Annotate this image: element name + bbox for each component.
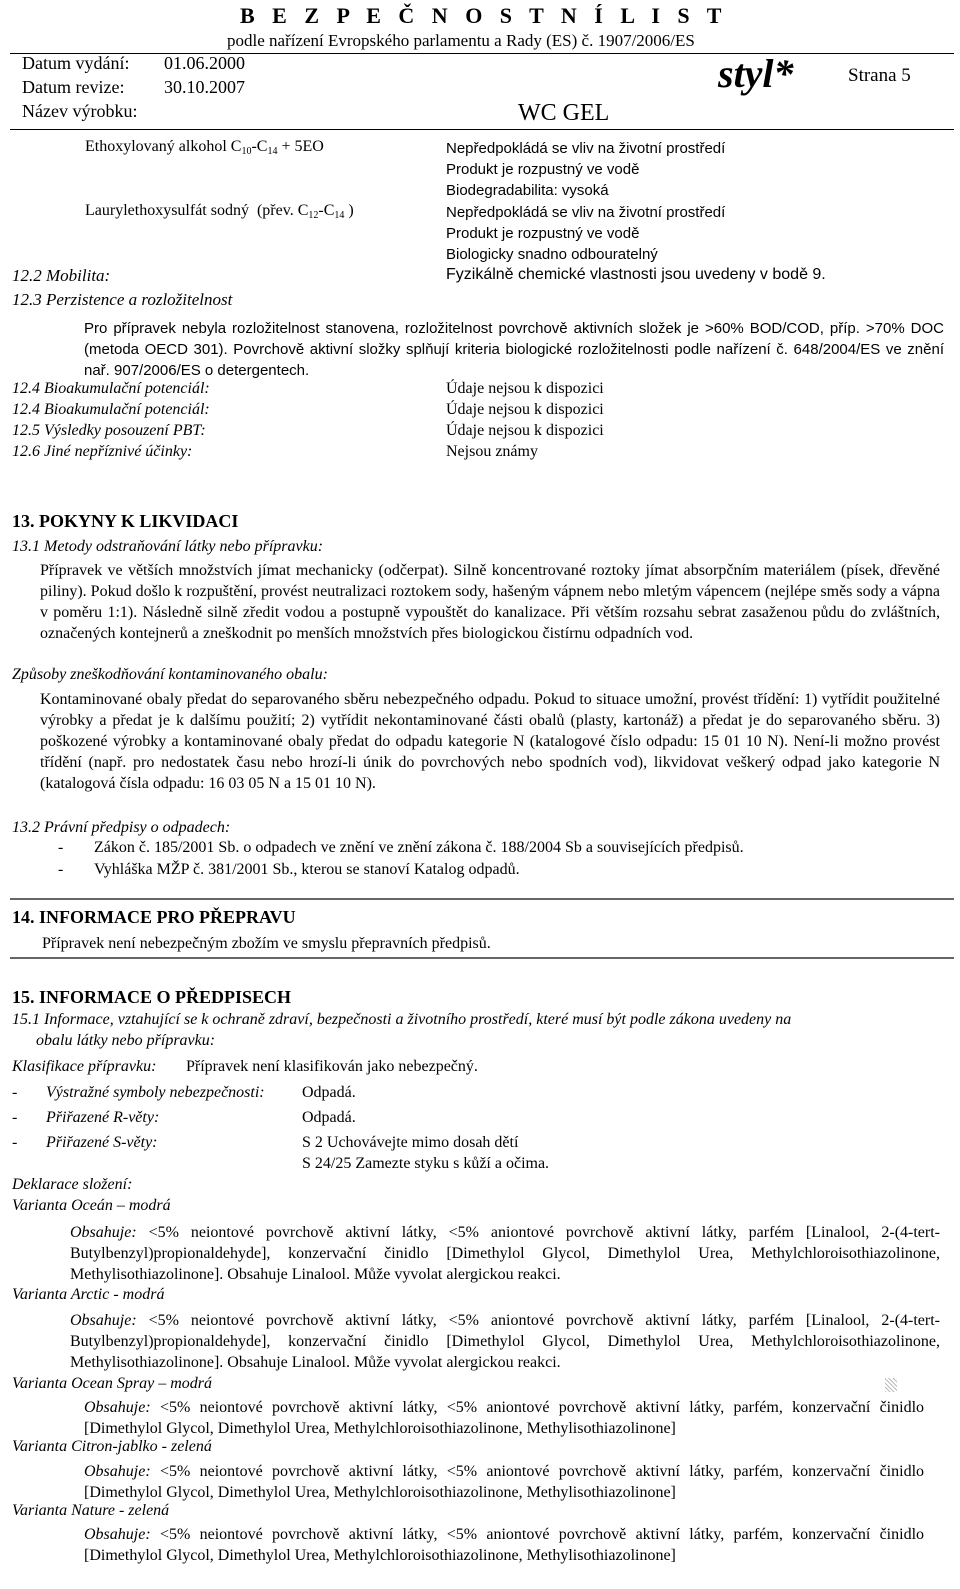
list-bullet: - [12,1134,18,1151]
section-divider [10,898,954,900]
document-title: B E Z P E Č N O S T N Í L I S T [240,3,728,28]
variant-name: Varianta Arctic - modrá [12,1286,165,1303]
pbt-label: 12.5 Výsledky posouzení PBT: [12,422,206,439]
header-bottom-divider [10,129,954,130]
styl-logo [716,49,816,97]
section-15-1-title-cont: obalu látky nebo přípravku: [36,1032,216,1049]
section-divider [10,957,954,959]
section-14-heading: 14. INFORMACE PRO PŘEPRAVU [12,907,296,927]
mobility-value: Fyzikálně chemické vlastnosti jsou uvedeny v bodě 9. [446,266,826,283]
other-effects-label: 12.6 Jiné nepříznivé účinky: [12,443,193,460]
variant-composition [84,1524,924,1566]
r-phrases-label: Přiřazené R-věty: [46,1109,160,1126]
page-number: Strana 5 [848,65,911,86]
variant-composition [84,1461,924,1503]
mobility-label: 12.2 Mobilita: [12,266,111,285]
classification-label: Klasifikace přípravku: [12,1058,157,1075]
eco-note: Nepředpokládá se vliv na životní prostředí [446,204,726,221]
pbt-value: Údaje nejsou k dispozici [446,422,604,439]
packaging-disposal-text: Kontaminované obaly předat do separovaného sběru nebezpečného odpadu. Pokud to situace umožní, provést třídění: 1) vytřídit použitelné výrobky a předat je k dalšímu použití; 2) vytřídit nekontaminované části obalů (plasty, kartonáž) a předat je do separovaného sběru. 3) poškozené výrobky a kontaminované obaly předat do odpadu kategorie N (katalogové číslo odpadu: 15 01 10 N). Není-li možno provést třídění (např. pro nedostatek času nebo hrozí-li únik do povrchových nebo spodních vod), likvidovat veškerý odpad jako kategorie N (katalogová čísla odpadu: 16 03 05 N a 15 01 10 N). [40,691,940,792]
list-bullet: - [12,1109,18,1126]
contains-label: Obsahuje: [84,1463,151,1480]
law-item: Zákon č. 185/2001 Sb. o odpadech ve znění ve znění zákona č. 188/2004 Sb a souvisejících předpisů. [94,839,744,856]
variant-composition [70,1310,940,1373]
variant-composition-text: <5% neiontové povrchově aktivní látky, <5% aniontové povrchově aktivní látky, parfém, konzervační činidlo [Dimethylol Glycol, Dimethylol Urea, Methylchloroisothiazolinone, Methylisothiazolinone] [84,1399,925,1437]
section-15-heading: 15. INFORMACE O PŘEDPISECH [12,987,292,1007]
bioaccumulation-value: Údaje nejsou k dispozici [446,401,604,418]
variant-composition [70,1222,940,1285]
persistence-text: Pro přípravek nebyla rozložitelnost stanovena, rozložitelnost povrchově aktivních složek je >60% BOD/COD, příp. >70% DOC (metoda OECD 301). Povrchově aktivní složky splňují kriteria biologické rozložitelnosti podle nařízení č. 648/2004/ES ve znění nař. 907/2006/ES o detergentech. [84,320,944,379]
issue-date: 01.06.2000 [164,53,245,73]
variant-composition-text: <5% neiontové povrchově aktivní látky, <5% aniontové povrchově aktivní látky, parfém [Linalool, 2-(4-tert-Butylbenzyl)propionaldehyde], konzervační činidlo [Dimethylol Glycol, Dimethylol Urea, Methylchloroisothiazolinone, Methylisothiazolinone]. Obsahuje Linalool. Může vyvolat alergickou reakci. [70,1224,940,1283]
hazard-symbols-value: Odpadá. [302,1084,356,1101]
bioaccumulation-value: Údaje nejsou k dispozici [446,380,604,397]
persistence-label: 12.3 Perzistence a rozložitelnost [12,290,233,309]
product-name-label: Název výrobku: [22,101,138,121]
bioaccumulation-label: 12.4 Bioakumulační potenciál: [12,380,210,397]
section-13-2-title: 13.2 Právní předpisy o odpadech: [12,819,231,836]
eco-substance-1: Ethoxylovaný alkohol $C_{10}-C_{14} + 5EO$ [85,138,324,157]
contains-label: Obsahuje: [70,1224,137,1241]
section-13-1-title: 13.1 Metody odstraňování látky nebo přípravku: [12,538,324,555]
list-bullet: - [12,1084,18,1101]
contains-label: Obsahuje: [70,1312,137,1329]
bioaccumulation-label: 12.4 Bioakumulační potenciál: [12,401,210,418]
r-phrases-value: Odpadá. [302,1109,356,1126]
section-14-text: Přípravek není nebezpečným zbožím ve smyslu přepravních předpisů. [42,935,491,952]
other-effects-value: Nejsou známy [446,443,538,460]
eco-note: Produkt je rozpustný ve vodě [446,161,640,178]
packaging-disposal-title: Způsoby zneškodňování kontaminovaného obalu: [12,666,328,683]
section-15-1-title: 15.1 Informace, vztahující se k ochraně zdraví, bezpečnosti a životního prostředí, které musí být podle zákona uvedeny na [12,1011,792,1028]
variant-composition-text: <5% neiontové povrchově aktivní látky, <5% aniontové povrchově aktivní látky, parfém, konzervační činidlo [Dimethylol Glycol, Dimethylol Urea, Methylchloroisothiazolinone, Methylisothiazolinone] [84,1526,925,1564]
composition-label: Deklarace složení: [12,1176,133,1193]
variant-composition-text: <5% neiontové povrchově aktivní látky, <5% aniontové povrchově aktivní látky, parfém [Linalool, 2-(4-tert-Butylbenzyl)propionaldehyde], konzervační činidlo [Dimethylol Glycol, Dimethylol Urea, Methylchloroisothiazolinone, Methylisothiazolinone]. Obsahuje Linalool. Může vyvolat alergickou reakci. [70,1312,940,1371]
eco-note: Produkt je rozpustný ve vodě [446,225,640,242]
revision-date-label: Datum revize: [22,77,125,97]
law-bullet: - [58,861,64,878]
variant-composition-text: <5% neiontové povrchově aktivní látky, <5% aniontové povrchově aktivní látky, parfém, konzervační činidlo [Dimethylol Glycol, Dimethylol Urea, Methylchloroisothiazolinone, Methylisothiazolinone] [84,1463,925,1501]
eco-note: Nepředpokládá se vliv na životní prostředí [446,140,726,157]
s-phrase-1: S 2 Uchovávejte mimo dosah dětí [302,1134,519,1151]
variant-name: Varianta Oceán – modrá [12,1197,171,1214]
s-phrase-2: S 24/25 Zamezte styku s kůží a očima. [302,1155,550,1172]
variant-name: Varianta Nature - zelená [12,1502,170,1519]
classification-value: Přípravek není klasifikován jako nebezpečný. [186,1058,478,1075]
eco-substance-1-notes [446,138,725,201]
styl-logo-text: styl* [718,51,794,96]
law-item: Vyhláška MŽP č. 381/2001 Sb., kterou se stanoví Katalog odpadů. [94,861,520,878]
s-phrases-label: Přiřazené S-věty: [46,1134,158,1151]
document-subtitle: podle nařízení Evropského parlamentu a Rady (ES) č. 1907/2006/ES [227,31,695,50]
eco-note: Biodegradabilita: vysoká [446,182,609,199]
section-13-1-text: Přípravek ve větších množstvích jímat mechanicky (odčerpat). Silně koncentrované roztoky jímat absorpčním materiálem (písek, dřevěné piliny). Pokud došlo k rozpuštění, provést neutralizaci roztokem sody, hašeným vápnem nebo mletým vápencem (nejlépe směs sody a vápna v poměru 1:1). Následně silně zředit vodou a postupně vypouštět do kanalizace. Při větším rozsahu sebrat zasaženou půdu do zvláštních, označených kontejnerů a zneškodnit po menších množstvích přes biologickou čistírnu odpadních vod. [40,562,940,642]
issue-date-label: Datum vydání: [22,53,130,73]
law-bullet: - [58,839,64,856]
contains-label: Obsahuje: [84,1526,151,1543]
contains-label: Obsahuje: [84,1399,151,1416]
product-name: WC GEL [518,100,610,126]
revision-date: 30.10.2007 [164,77,245,97]
eco-substance-2: Laurylethoxysulfát sodný (přev. $C_{12}-C_{14}$ ) [85,202,354,221]
variant-composition [84,1397,924,1439]
scan-artifact-mark [885,1378,897,1392]
variant-name: Varianta Citron-jablko - zelená [12,1438,212,1455]
variant-name: Varianta Ocean Spray – modrá [12,1375,212,1392]
eco-substance-2-notes [446,202,725,265]
eco-note: Biologicky snadno odbouratelný [446,246,658,263]
section-13-heading: 13. POKYNY K LIKVIDACI [12,511,239,531]
hazard-symbols-label: Výstražné symboly nebezpečnosti: [46,1084,265,1101]
